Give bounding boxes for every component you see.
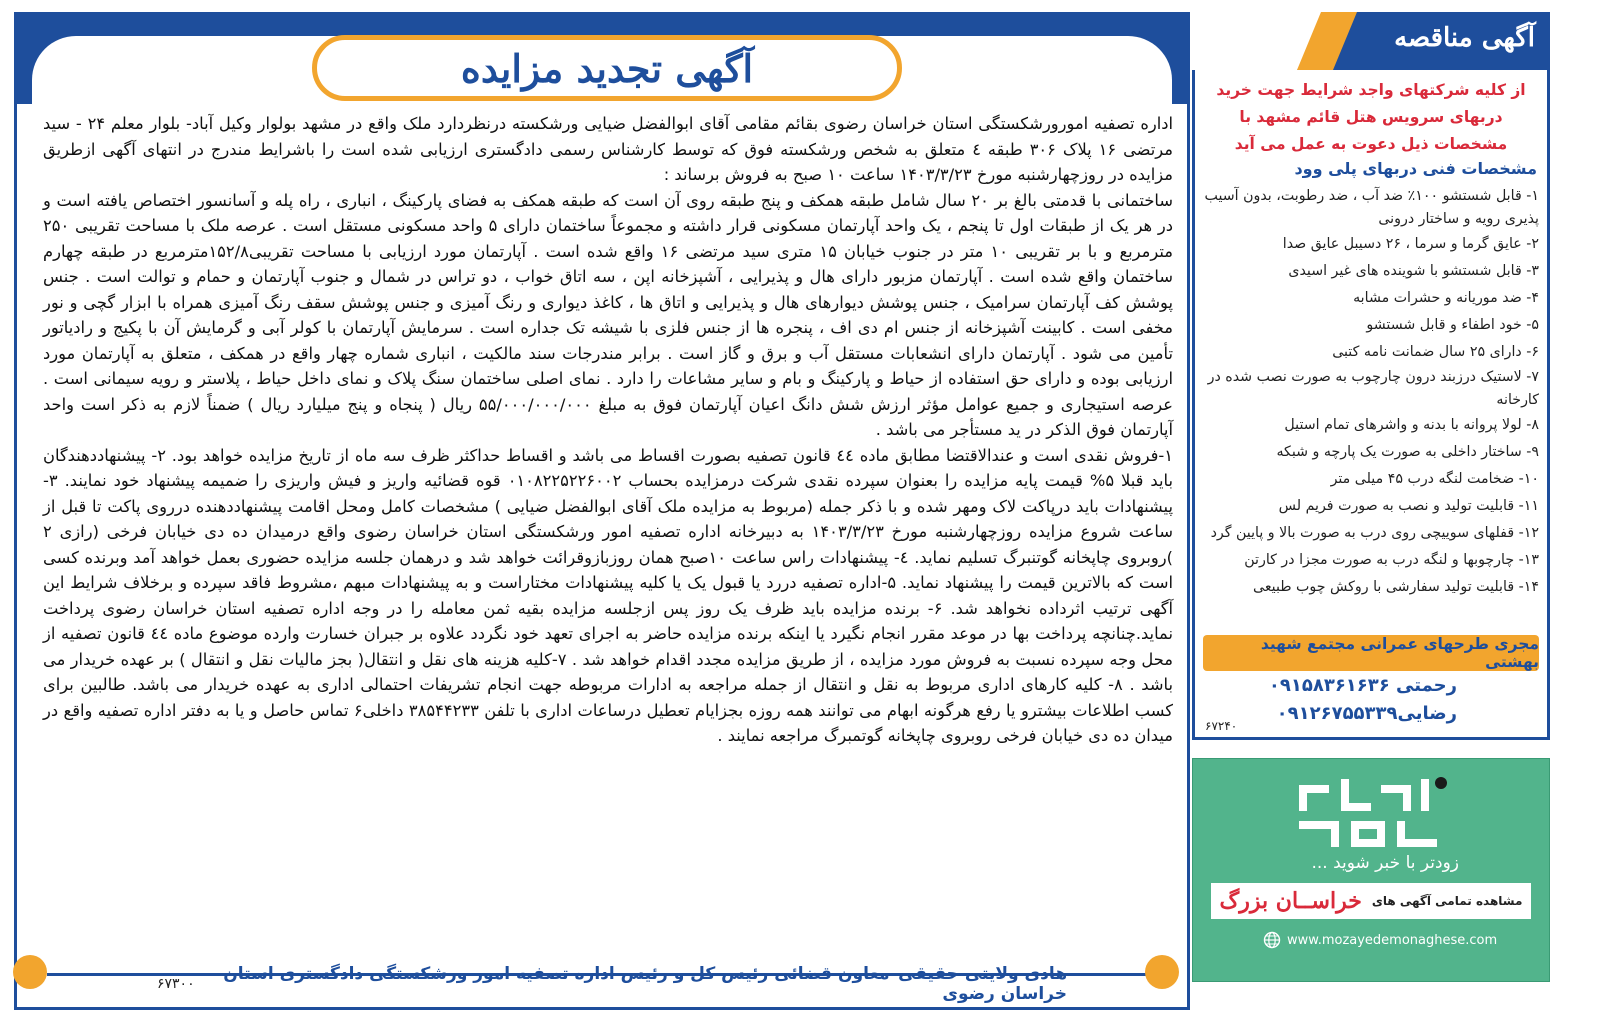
promo-tagline: زودتر با خبر شوید ... xyxy=(1311,853,1459,873)
tender-spec-item: ۴- ضد موریانه و حشرات مشابه xyxy=(1353,290,1539,306)
tender-spec-item: ۱۳- چارچوبها و لنگه درب به صورت مجزا در کارتن xyxy=(1244,552,1539,568)
auction-paragraph-conditions: ۱-فروش نقدی است و عندالاقتضا مطابق ماده ٤٤ قانون تصفیه بصورت اقساط می باشد و اقساط حداکثر ظرف سه ماه از تاریخ مزایده خواهد بود. ۲- پیشنهاددهندگان باید قبلا ۵% قیمت پایه مزایده را بعنوان سپرده نقدی شرکت درمزایده بحساب ۰۱۰۸۲۲۵۲۲۶۰۰۲ قوه قضائیه واریز و فیش واریزی را ضمیمه پیشنهاد خود نمایند. ۳- پیشنهادات باید درپاکت لاک ومهر شده و با ذکر جمله (مربوط به مزایده ملک آقای ابوالفضل ضیایی ) مشخصات کامل ومحل اقامت پیشنهاددهنده درروی پاکت تا قبل از ساعت شروع مزایده روزچهارشنبه مورخ ۱۴۰۳/۳/۲۳ به دبیرخانه اداره تصفیه امور ورشکستگی استان خراسان رضوی واقع درمیدان ده دی خیابان فرخی (رازی ۲ )روبروی چاپخانه گوتنبرگ تسلیم نماید. ٤- پیشنهادات راس ساعت ۱۰صبح همان روزبازوقرائت خواهد شد و درهمان جلسه مزایده حضوری بعمل خواهد آمد وبرنده کسی است که بالاترین قیمت را پیشنهاد نماید. ۵-اداره تصفیه دررد یا قبول یک یا کلیه پیشنهادات مختاراست و به پیشنهادات مبهم ،مشروط فاقد سپرده و برخلاف شرایط این آگهی ترتیب اثرداده نخواهد شد. ۶- برنده مزایده باید ظرف یک روز پس ازجلسه مزایده بقیه ثمن معامله را در وجه اداره تصفیه استان خراسان رضوی پرداخت نماید.چنانچه پرداخت بها در موعد مقرر انجام نگیرد یا اینکه برنده مزایده حاضر به اجرای تعهد خود نگردد علاوه بر جبران خسارت وارده موضوع ماده ٤٤ قانون تصفیه از محل وجه سپرده نسبت به فروش مورد مزایده ، از طریق مزایده مجدد اقدام خواهد شد . ۷-کلیه هزینه های نقل و انتقال( بجز مالیات نقل و انتقال ) بر عهده خریدار می باشد . ۸- کلیه کارهای اداری مربوط به نقل و انتقال از جمله مراجعه به ادارات مربوطه جهت انجام تشریفات احتمالی اداری به عهده خریدار می باشد. طالبین برای کسب اطلاعات بیشترو یا رفع هرگونه ابهام می توانند همه روزه بجزایام تعطیل درساعات اداری با تلفن ۳۸۵۴۴۲۳۳ داخلی۶ تماس حاصل و یا به دفتر اداره تصفیه واقع در میدان ده دی خیابان فرخی روبروی چاپخانه گوتمبرگ مراجعه نمایند . xyxy=(43,445,1173,745)
tender-spec-item: ۱۴- قابلیت تولید سفارشی با روکش چوب طبیعی xyxy=(1253,579,1539,595)
tender-spec-item: ۲- عایق گرما و سرما ، ۲۶ دسیبل عایق صدا xyxy=(1282,236,1539,252)
promo-website-link[interactable] xyxy=(1263,931,1497,949)
tender-spec-item: ۶- دارای ۲۵ سال ضمانت نامه کتبی xyxy=(1332,344,1539,360)
tender-executor: مجری طرحهای عمرانی مجتمع شهید بهشتی xyxy=(1203,635,1539,671)
promo-box[interactable] xyxy=(1192,758,1550,982)
auction-body xyxy=(43,111,1173,949)
tender-subtitle: مشخصات فنی دربهای پلی وود xyxy=(1294,159,1537,178)
corner-dot-left xyxy=(13,955,47,989)
auction-code: ۶۷۳۰۰ xyxy=(157,976,195,992)
tender-spec-item: ۱- قابل شستشو ۱۰۰٪ ضد آب ، ضد رطوبت، بدون آسیب پذیری رویه و ساختار درونی xyxy=(1204,188,1539,227)
tender-contact-rahmati: رحمتی ۰۹۱۵۸۳۶۱۶۳۶ xyxy=(1268,675,1457,696)
mozayede-monaghese-logo-icon xyxy=(1289,773,1459,857)
auction-footer xyxy=(157,964,1067,1004)
auction-paragraph-intro: اداره تصفیه امورورشکستگی استان خراسان رضوی بقائم مقامی آقای ابوالفضل ضیایی ورشکسته درنظردارد ملک واقع در مشهد بولوار وکیل آباد- بلوار معلم ۲۴ - سید مرتضی ۱۶ پلاک ۳۰۶ طبقه ٤ متعلق به شخص ورشکسته فوق که توسط کارشناس رسمی دادگستری ارزیابی شده است را باشرایط مندرج در انتهای آگهی ازطریق مزایده در روزچهارشنبه مورخ ۱۴۰۳/۳/۲۳ ساعت ۱۰ صبح به فروش برساند : xyxy=(43,114,1174,184)
tender-intro: از کلیه شرکتهای واجد شرایط جهت خرید دربهای سرویس هتل قائم مشهد با مشخصات ذیل دعوت به عمل می آید xyxy=(1216,81,1526,153)
tender-spec-item: ۸- لولا پروانه با بدنه و واشرهای تمام استیل xyxy=(1284,417,1539,433)
auction-title: آگهی تجدید مزایده xyxy=(312,35,902,101)
tender-spec-item: ۱۱- قابلیت تولید و نصب به صورت فریم لس xyxy=(1278,498,1539,514)
auction-notice xyxy=(14,12,1190,1010)
promo-banner-caption: مشاهده تمامی آگهی های xyxy=(1371,894,1523,908)
promo-banner[interactable] xyxy=(1211,883,1531,919)
promo-url-text: www.mozayedemonaghese.com xyxy=(1287,932,1498,948)
tender-spec-item: ۱۲- قفلهای سوییچی روی درب به صورت بالا و پایین گرد xyxy=(1210,525,1539,541)
tender-title: آگهی مناقصه xyxy=(1394,23,1535,53)
promo-banner-region: خراســان بزرگ xyxy=(1219,888,1362,914)
auction-signature: هادی ولایتی حقیقی–معاون قضائی رئیس کل و رئیس اداره تصفیه امور ورشکستگی دادگستری استان خراسان رضوی xyxy=(223,964,1067,1004)
tender-code: ۶۷۲۴۰ xyxy=(1205,719,1238,733)
tender-spec-item: ۵- خود اطفاء و قابل شستشو xyxy=(1366,317,1539,333)
tender-spec-item: ۷- لاستیک درزبند درون چارچوب به صورت نصب شده در کارخانه xyxy=(1207,369,1539,408)
tender-spec-item: ۹- ساختار داخلی به صورت یک پارچه و شبکه xyxy=(1276,444,1539,460)
tender-spec-item: ۱۰- ضخامت لنگه درب ۴۵ میلی متر xyxy=(1330,471,1539,487)
auction-paragraph-description: ساختمانی با قدمتی بالغ بر ۲۰ سال شامل طبقه همکف و پنج طبقه روی آن است که طبقه همکف به فضای پارکینگ ، انباری ، راه پله و آسانسور اختصاص یافته است و در هر یک از طبقات اول تا پنجم ، یک واحد آپارتمان مسکونی قرار داشته و مجموعاً ساختمان دارای ۵ واحد مسکونی مستقل است . عرصه ملک با مساحت تقریبی ۲۵۰ مترمربع و با بر تقریبی ۱۰ متر در جنوب خیابان ۱۵ متری سید مرتضی ۱۶ واقع شده است . آپارتمان مورد ارزیابی با مساحت تقریبی۱۵۲/۸مترمربع در طبقه چهارم ساختمان واقع شده است . آپارتمان مزبور دارای هال و پذیرایی ، آشپزخانه اپن ، سه اتاق خواب ، دو تراس در شمال و جنوب آپارتمان و حمام و توالت است . جنس پوشش کف آپارتمان سرامیک ، جنس پوشش دیوارهای هال و پذیرایی و اتاق ها ، کاغذ دیواری و رنگ آمیزی و جنس پوشش سقف رنگ آمیزی همراه با ابزار گچی و نور مخفی است . کابینت آشپزخانه از جنس ام دی اف ، پنجره ها از جنس فلزی با شیشه تک جداره است . سرمایش آپارتمان با کولر آبی و گرمایش آن با پکیج و رادیاتور تأمین می شود . آپارتمان دارای انشعابات مستقل آب و برق و گاز است . برابر مندرجات سند مالکیت ، انباری شماره چهار واقع در همکف ، متعلق به آپارتمان مورد ارزیابی بوده و دارای حق استفاده از حیاط و پارکینگ و بام و سایر مشاعات را دارد . نمای اصلی ساختمان سنگ پلاک و نمای داخل حیاط ، پلاستر و رویه سیمانی است . عرصه استیجاری و جمیع عوامل مؤثر ارزش شش دانگ اعیان آپارتمان فوق به مبلغ ۵۵/۰۰۰/۰۰۰/۰۰۰ ریال ( پنجاه و پنج میلیارد ریال ) ضمناً لازم به ذکر است واحد آپارتمان فوق الذکر در ید مستأجر می باشد . xyxy=(43,190,1174,439)
tender-spec-list xyxy=(1201,185,1539,601)
corner-dot-right xyxy=(1145,955,1179,989)
tender-notice xyxy=(1192,12,1550,740)
tender-spec-item: ۳- قابل شستشو با شوینده های غیر اسیدی xyxy=(1288,263,1539,279)
tender-contact-rezaei: رضایی۰۹۱۲۶۷۵۵۳۳۹ xyxy=(1276,703,1457,724)
globe-icon xyxy=(1263,931,1281,949)
